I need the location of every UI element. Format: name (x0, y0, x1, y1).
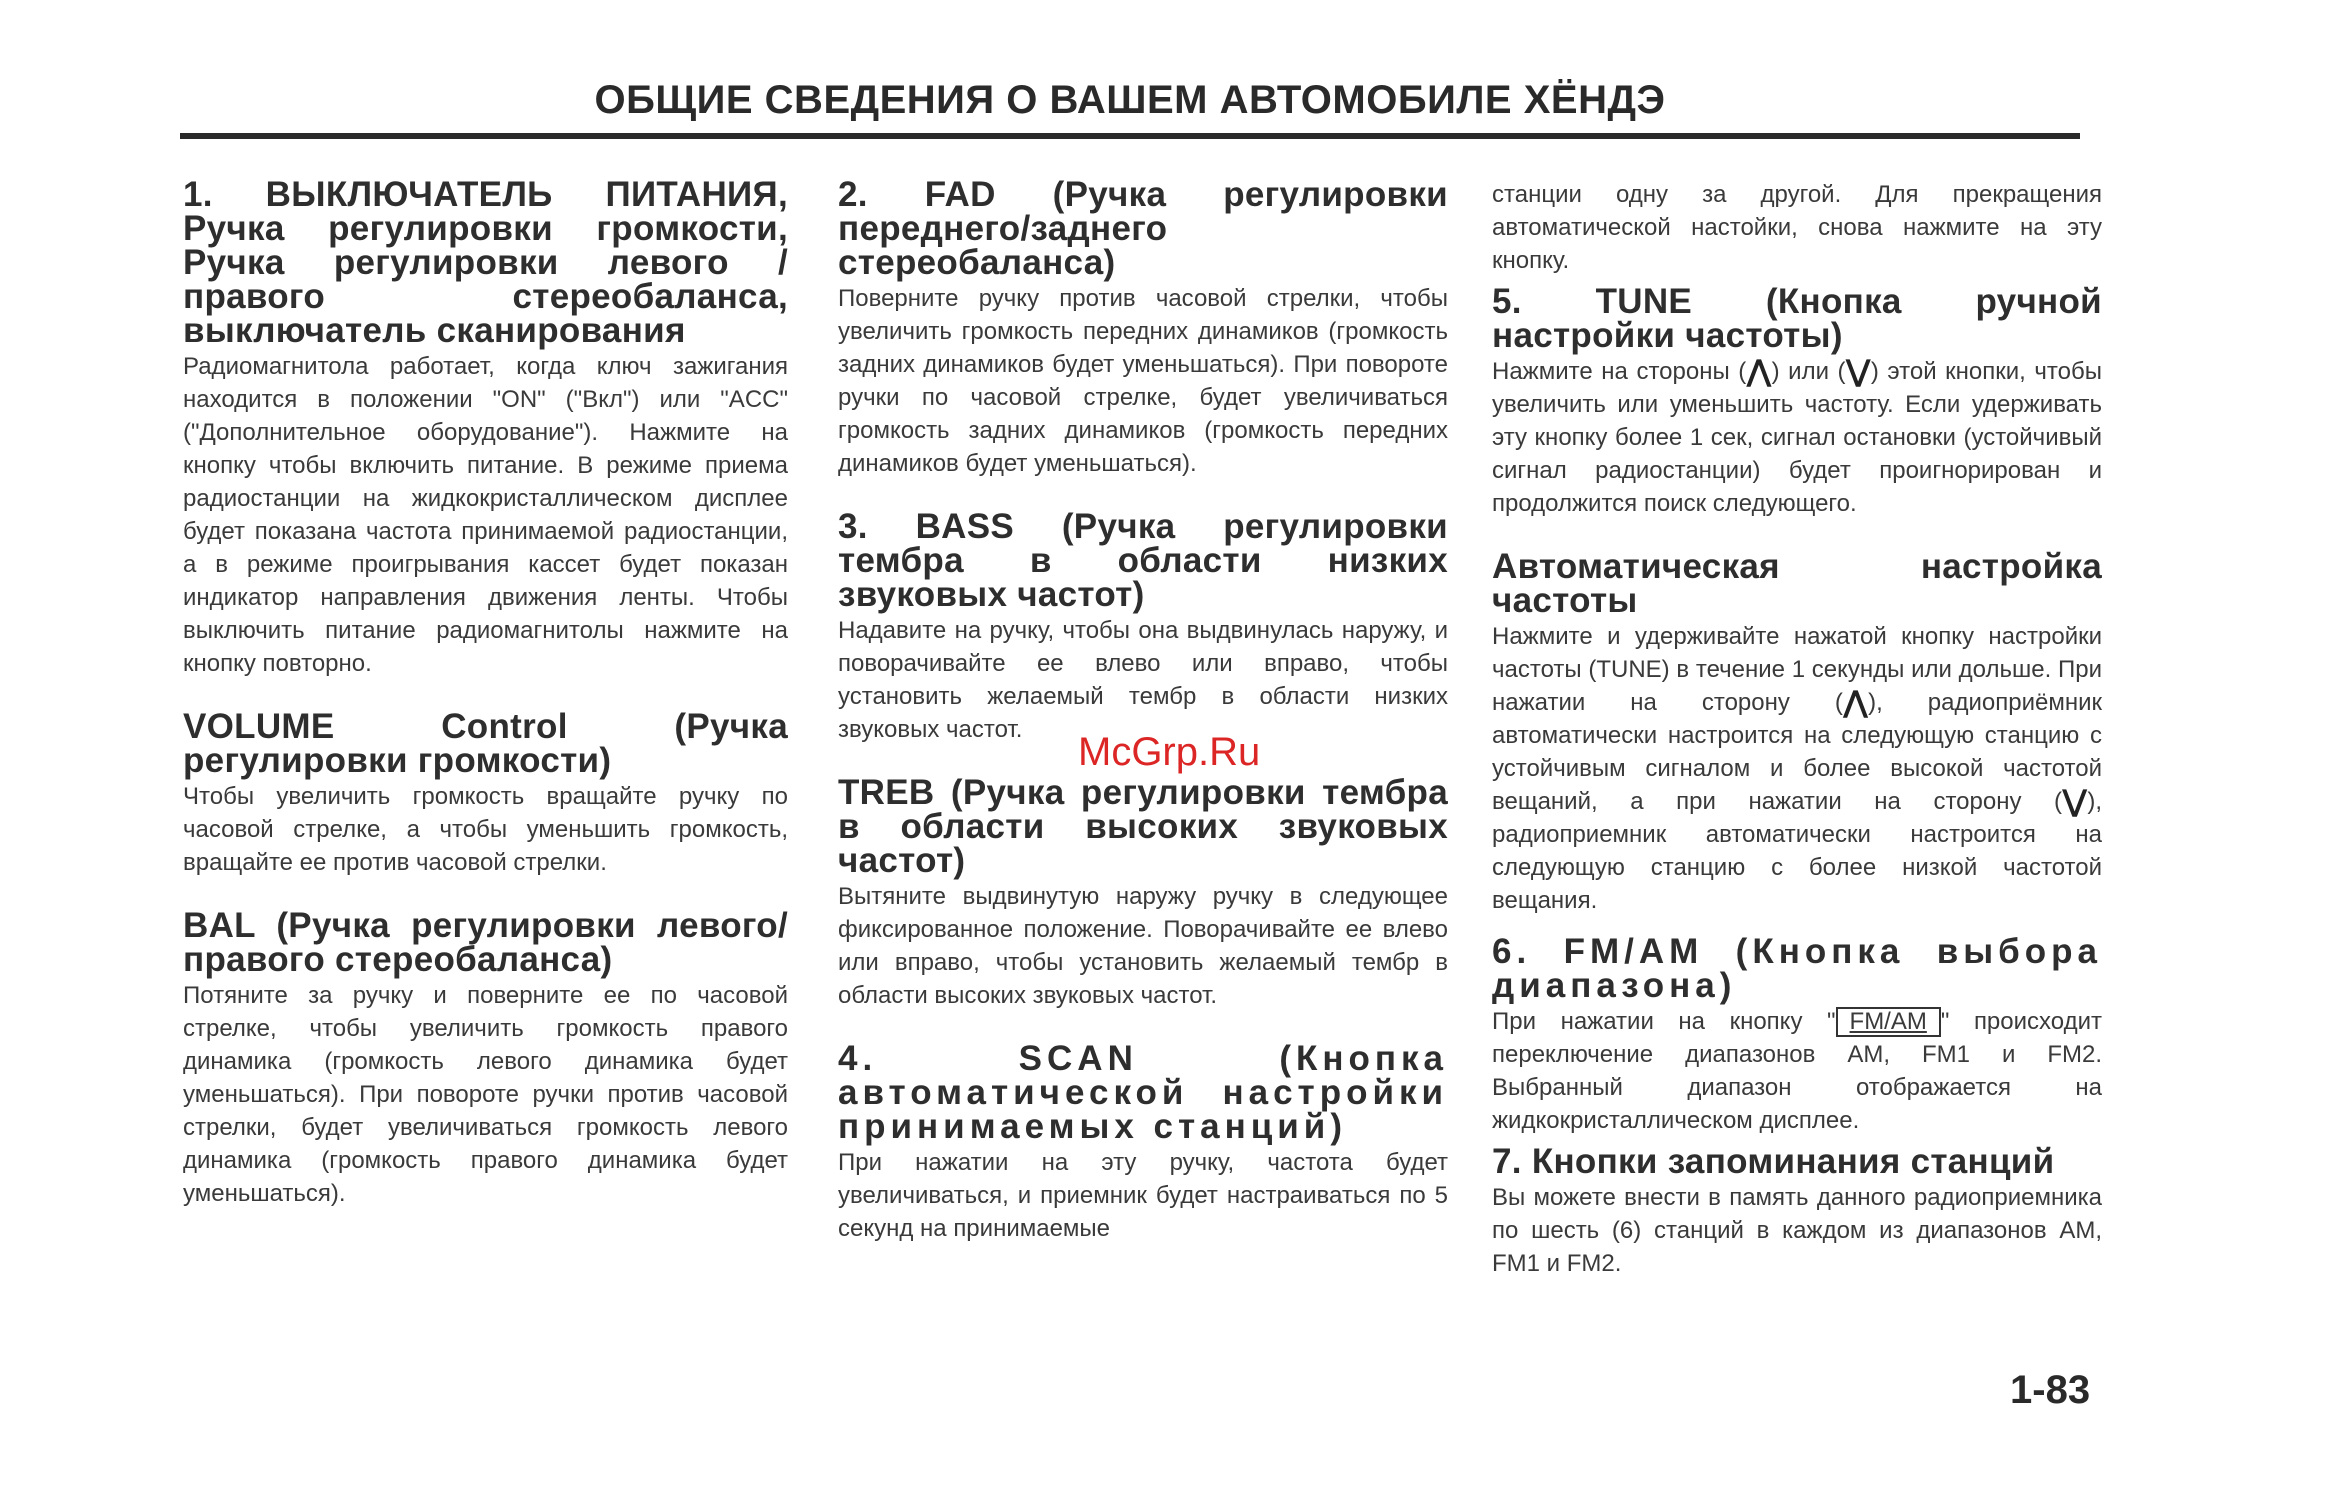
section-body: станции одну за другой. Для прекращения автоматической настойки, снова нажмите на эту кнопку. (1492, 181, 2102, 274)
body-text: ), радиоприемник автоматически настроится на следующую станцию с более низкой частотой вещания. (1492, 788, 2102, 914)
section-bass (838, 507, 1448, 746)
section-heading: BAL (Ручка регулировки левого/правого стереобаланса) (183, 906, 788, 979)
section-heading: 4. SCAN (Кнопка автоматической настройки принимаемых станций) (838, 1039, 1448, 1146)
page-number: 1-83 (2010, 1368, 2091, 1412)
body-text: " происходит переключение диапазонов AM, FM1 и FM2. Выбранный диапазон отображается на жидкокристаллическом дисплее. (1492, 1008, 2102, 1134)
section-body: Потяните за ручку и поверните ее по часовой стрелке, чтобы увеличить громкость правого динамика (громкость левого динамика будет уменьшаться). При повороте ручки против часовой стрелки, будет увеличиваться громкость левого динамика (громкость правого динамика будет уменьшаться). (183, 982, 788, 1207)
up-arrow-icon: ⋀ (1746, 355, 1772, 388)
body-text: ), радиоприёмник автоматически настроится на следующую станцию с устойчивым сигналом и более высокой частотой вещаний, а при нажатии на сторону ( (1492, 689, 2102, 815)
section-scan (838, 1039, 1448, 1245)
section-heading: Автоматическая настройка частоты (1492, 547, 2102, 620)
section-heading: 7. Кнопки запоминания станций (1492, 1142, 2055, 1181)
watermark: McGrp.Ru (1078, 730, 1261, 774)
section-heading: 3. BASS (Ручка регулировки тембра в области низких звуковых частот) (838, 507, 1448, 614)
section-auto-tune (1492, 547, 2102, 917)
section-body (1492, 620, 2102, 917)
section-body: Чтобы увеличить громкость вращайте ручку по часовой стрелке, а чтобы уменьшить громкость, вращайте ее против часовой стрелки. (183, 783, 788, 876)
down-arrow-icon: ⋁ (1845, 355, 1871, 388)
section-heading: TREB (Ручка регулировки тембра в области высоких звуковых частот) (838, 773, 1448, 880)
section-heading: 6. FM/AM (Кнопка выбора диапазона) (1492, 932, 2102, 1005)
section-body: Вытяните выдвинутую наружу ручку в следующее фиксированное положение. Поворачивайте ее влево или вправо, чтобы установить желаемый тембр в области высоких звуковых частот. (838, 883, 1448, 1009)
section-scan-continued (1492, 178, 2102, 277)
section-heading: 1. ВЫКЛЮЧАТЕЛЬ ПИТАНИЯ, Ручка регулировки громкости, Ручка регулировки левого / правого стереобаланса, выключатель сканирования (183, 175, 788, 350)
section-body: Надавите на ручку, чтобы она выдвинулась наружу, и поворачивайте ее влево или вправо, чтобы установить желаемый тембр в области низких звуковых частот. (838, 617, 1448, 743)
section-band-select (1492, 932, 2102, 1137)
section-body (1492, 1005, 2102, 1137)
section-fader (838, 175, 1448, 480)
section-body: Поверните ручку против часовой стрелки, чтобы увеличить громкость передних динамиков (громкость задних динамиков будет уменьшаться). При повороте ручки по часовой стрелке, будет увеличиваться громкость задних динамиков (громкость передних динамиков будет уменьшаться). (838, 285, 1448, 477)
section-presets (1492, 1142, 2102, 1280)
section-body: Радиомагнитола работает, когда ключ зажигания находится в положении "ON" ("Вкл") или "ACC" ("Дополнительное оборудование"). Нажмите на кнопку чтобы включить питание. В режиме приема радиостанции на жидкокристаллическом дисплее будет показана частота принимаемой радиостанции, а в режиме проигрывания кассет будет показан индикатор направления движения ленты. Чтобы выключить питание радиомагнитолы нажмите на кнопку повторно. (183, 353, 788, 677)
section-volume (183, 707, 788, 879)
section-body: При нажатии на эту ручку, частота будет увеличиваться, и приемник будет настраиваться по 5 секунд на принимаемые (838, 1149, 1448, 1242)
section-body (1492, 355, 2102, 520)
column-3 (1492, 178, 2102, 1310)
fm-am-button-label: FM/AM (1836, 1007, 1941, 1037)
title-divider (180, 133, 2080, 139)
section-body: Вы можете внести в память данного радиоприемника по шесть (6) станций в каждом из диапазонов AM, FM1 и FM2. (1492, 1184, 2102, 1277)
up-arrow-icon: ⋀ (1842, 686, 1869, 719)
section-heading: 5. TUNE (Кнопка ручной настройки частоты) (1492, 282, 2102, 355)
down-arrow-icon: ⋁ (2062, 785, 2088, 818)
column-2 (838, 175, 1448, 1275)
section-tune (1492, 282, 2102, 520)
section-power-switch (183, 175, 788, 680)
body-text: Нажмите и удерживайте нажатой кнопку настройки частоты (TUNE) в течение 1 секунды или дольше. При нажатии на сторону ( (1492, 623, 2102, 716)
body-text: Нажмите на стороны ( (1492, 358, 1747, 385)
section-heading: 2. FAD (Ручка регулировки переднего/заднего стереобаланса) (838, 175, 1448, 282)
section-treble (838, 773, 1448, 1012)
body-text: ) или ( (1771, 358, 1846, 385)
body-text: При нажатии на кнопку " (1492, 1008, 1836, 1035)
section-balance (183, 906, 788, 1210)
body-text: ) этой кнопки, чтобы увеличить или уменьшить частоту. Если удерживать эту кнопку более 1 сек, сигнал остановки (устойчивый сигнал радиостанции) будет проигнорирован и продолжится поиск следующего. (1492, 358, 2102, 517)
section-heading: VOLUME Control (Ручка регулировки громкости) (183, 707, 788, 780)
column-1 (183, 175, 788, 1240)
page-title: ОБЩИЕ СВЕДЕНИЯ О ВАШЕМ АВТОМОБИЛЕ ХЁНДЭ (594, 78, 1666, 122)
